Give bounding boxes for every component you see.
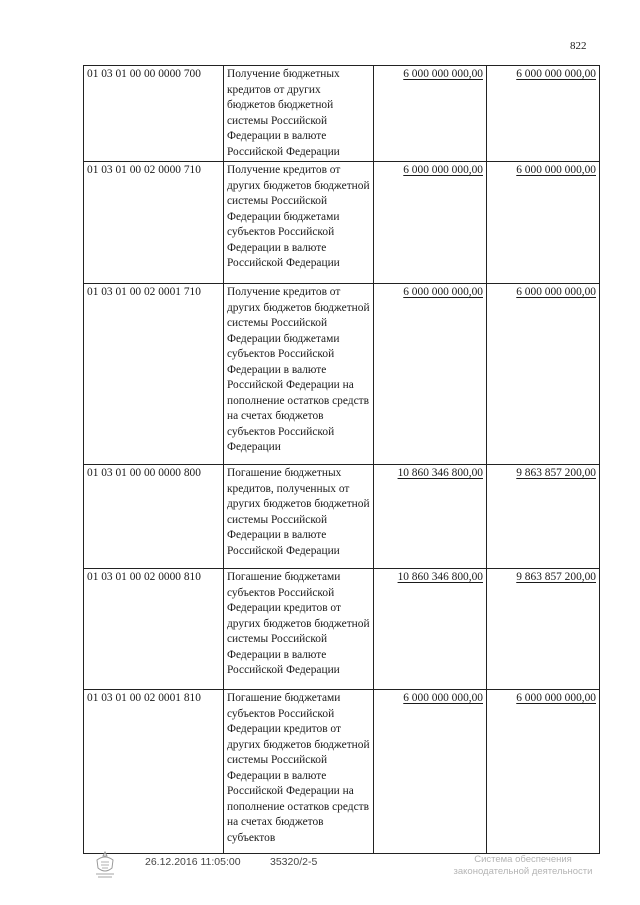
budget-code: 01 03 01 00 02 0000 710	[84, 162, 224, 284]
budget-code: 01 03 01 00 02 0001 710	[84, 284, 224, 465]
budget-code: 01 03 01 00 00 0000 700	[84, 66, 224, 162]
footer-system-stamp: Система обеспечения законодательной деятельности	[453, 854, 593, 877]
row-description: Получение бюджетных кредитов от других бюджетов бюджетной системы Российской Федерации в валюте Российской Федерации	[224, 66, 374, 162]
row-description: Получение кредитов от других бюджетов бюджетной системы Российской Федерации бюджетами субъектов Российской Федерации в валюте Российской Федерации на пополнение остатков средств на счетах бюджетов субъектов Российской Федерации	[224, 284, 374, 465]
footer-document-id: 35320/2-5	[270, 856, 318, 868]
row-description: Погашение бюджетами субъектов Российской Федерации кредитов от других бюджетов бюджетной системы Российской Федерации в валюте Российской Федерации	[224, 569, 374, 690]
amount-second-year: 6 000 000 000,00	[487, 162, 600, 284]
emblem-icon	[92, 850, 118, 885]
budget-code: 01 03 01 00 00 0000 800	[84, 465, 224, 569]
budget-sources-table	[83, 65, 600, 854]
budget-code: 01 03 01 00 02 0001 810	[84, 690, 224, 854]
budget-code: 01 03 01 00 02 0000 810	[84, 569, 224, 690]
amount-first-year: 6 000 000 000,00	[374, 284, 487, 465]
table-row	[84, 162, 600, 284]
amount-second-year: 6 000 000 000,00	[487, 284, 600, 465]
amount-first-year: 10 860 346 800,00	[374, 465, 487, 569]
table-row	[84, 569, 600, 690]
amount-second-year: 6 000 000 000,00	[487, 66, 600, 162]
amount-second-year: 6 000 000 000,00	[487, 690, 600, 854]
table-row	[84, 690, 600, 854]
amount-second-year: 9 863 857 200,00	[487, 569, 600, 690]
page-number: 822	[570, 40, 587, 52]
row-description: Получение кредитов от других бюджетов бюджетной системы Российской Федерации бюджетами субъектов Российской Федерации в валюте Российской Федерации	[224, 162, 374, 284]
row-description: Погашение бюджетных кредитов, полученных от других бюджетов бюджетной системы Российской Федерации в валюте Российской Федерации	[224, 465, 374, 569]
row-description: Погашение бюджетами субъектов Российской Федерации кредитов от других бюджетов бюджетной системы Российской Федерации в валюте Российской Федерации на пополнение остатков средств на счетах бюджетов субъектов	[224, 690, 374, 854]
footer-date: 26.12.2016 11:05:00	[145, 856, 241, 868]
amount-first-year: 10 860 346 800,00	[374, 569, 487, 690]
amount-first-year: 6 000 000 000,00	[374, 162, 487, 284]
amount-first-year: 6 000 000 000,00	[374, 690, 487, 854]
table-row	[84, 66, 600, 162]
amount-first-year: 6 000 000 000,00	[374, 66, 487, 162]
table-row	[84, 284, 600, 465]
amount-second-year: 9 863 857 200,00	[487, 465, 600, 569]
table-row	[84, 465, 600, 569]
